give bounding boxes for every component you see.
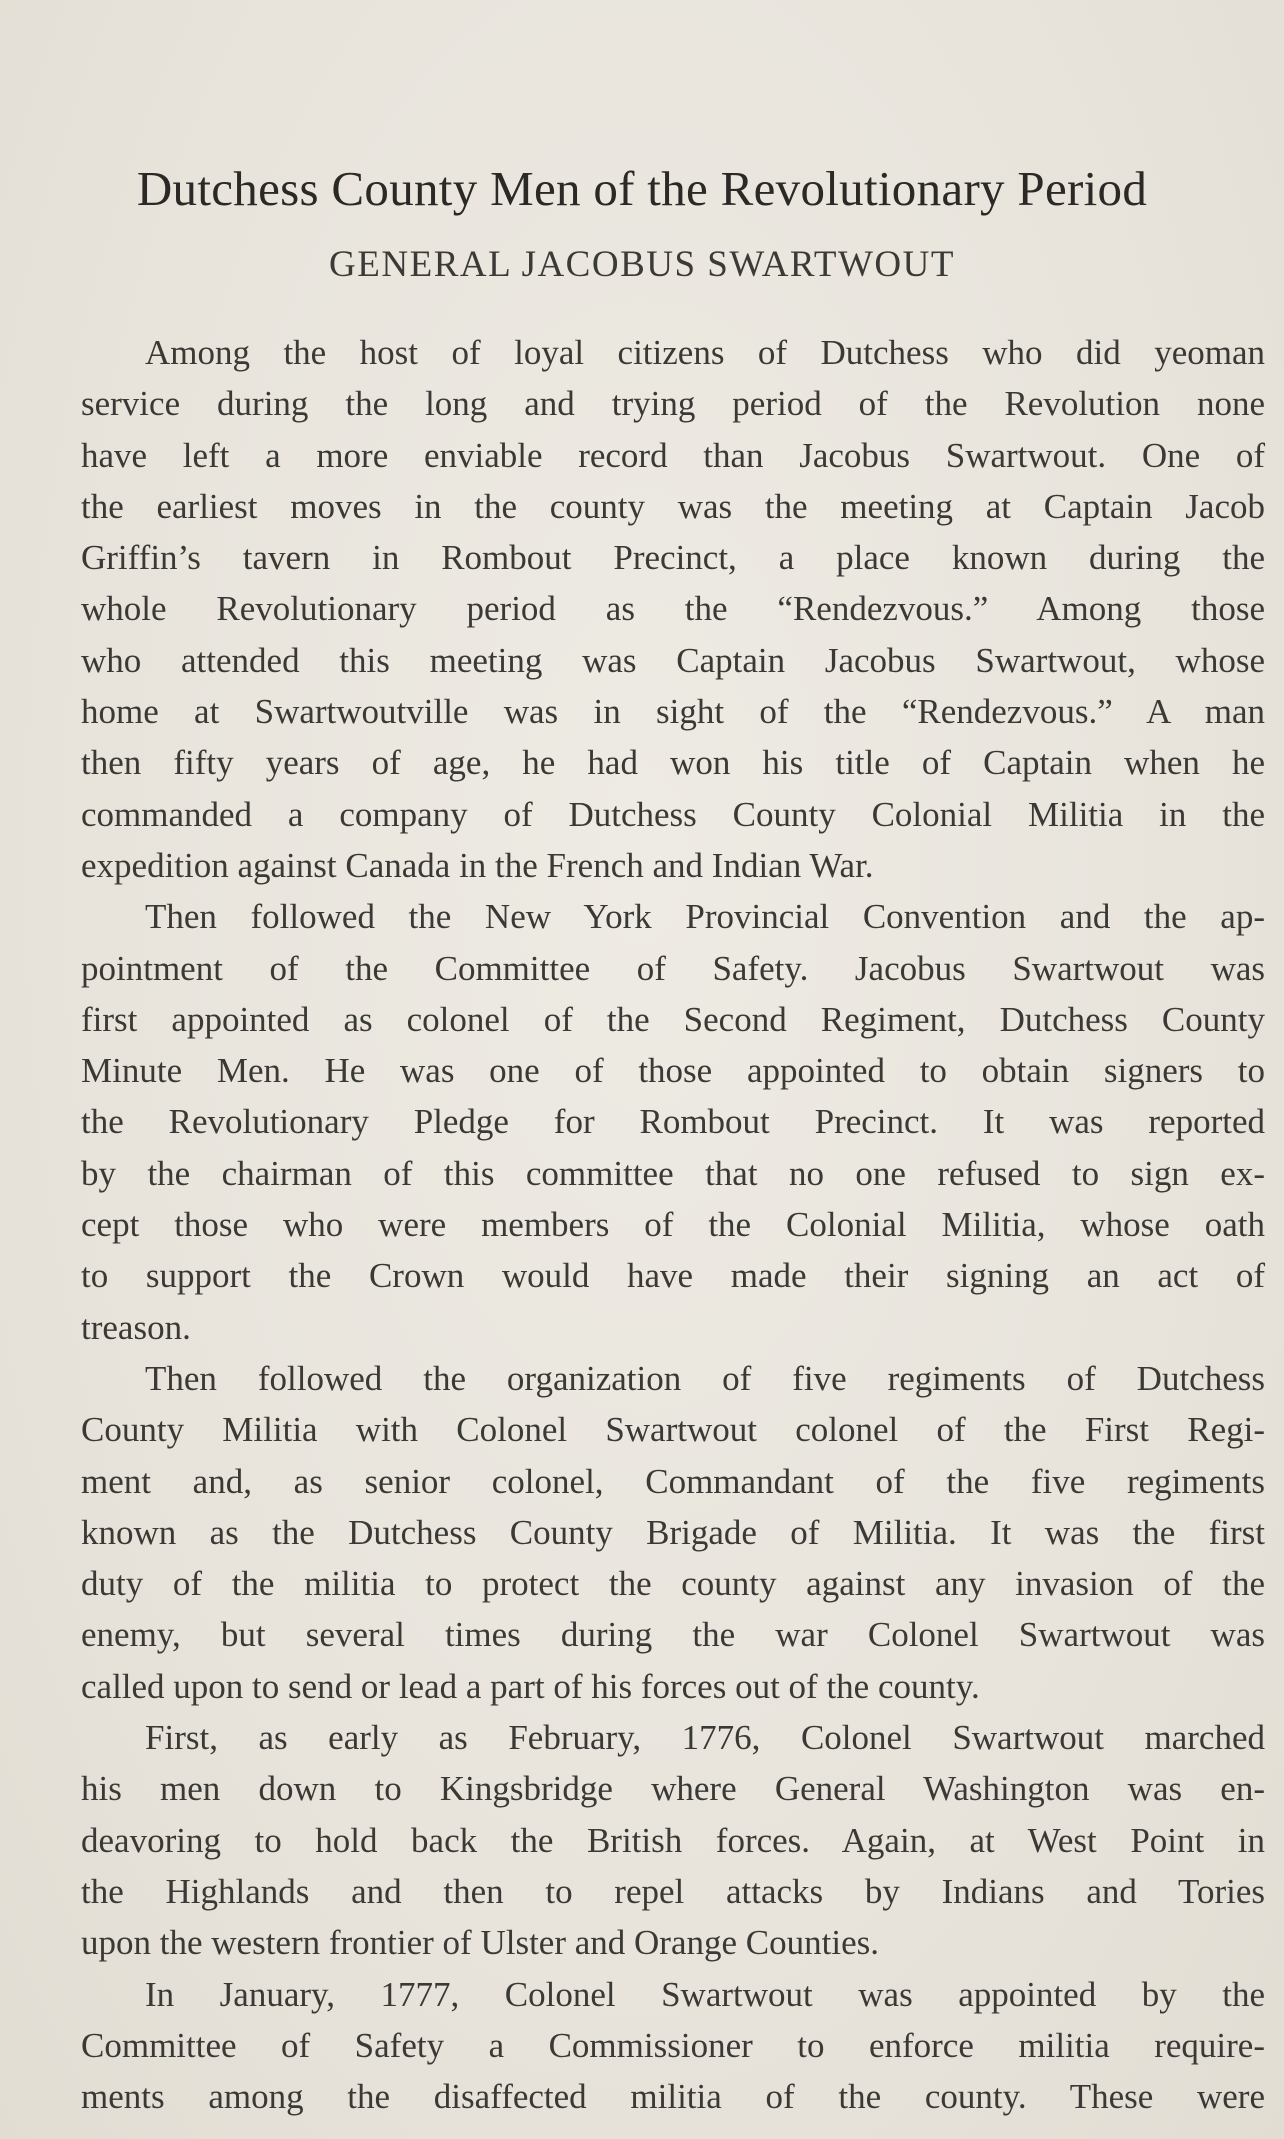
- paragraph-3: [17, 1353, 1265, 1712]
- text-line: County Militia with Colonel Swartwout colonel of the First Regi-: [81, 1410, 1265, 1450]
- text-line: then fifty years of age, he had won his title of Captain when he: [81, 743, 1265, 783]
- text-line: Committee of Safety a Commissioner to enforce militia require-: [81, 2025, 1265, 2065]
- text-line: home at Swartwoutville was in sight of the “Rendezvous.” A man: [81, 692, 1265, 732]
- text-line: expedition against Canada in the French and Indian War.: [81, 845, 874, 885]
- text-line: who attended this meeting was Captain Jacobus Swartwout, whose: [81, 640, 1265, 680]
- text-line: duty of the militia to protect the county against any invasion of the: [81, 1564, 1265, 1604]
- text-line: In January, 1777, Colonel Swartwout was appointed by the: [145, 1974, 1265, 2014]
- paragraph-5: [17, 1969, 1265, 2123]
- text-line: known as the Dutchess County Brigade of Militia. It was the first: [81, 1512, 1265, 1552]
- text-line: cept those who were members of the Colonial Militia, whose oath: [81, 1205, 1265, 1245]
- text-line: whole Revolutionary period as the “Rendezvous.” Among those: [81, 589, 1265, 629]
- text-line: commanded a company of Dutchess County Colonial Militia in the: [81, 794, 1265, 834]
- text-line: Griffin’s tavern in Rombout Precinct, a place known during the: [81, 538, 1265, 578]
- text-line: ments among the disaffected militia of the county. These were: [81, 2077, 1265, 2117]
- text-line: Then followed the organization of five regiments of Dutchess: [145, 1358, 1265, 1398]
- text-line: ment and, as senior colonel, Commandant of the five regiments: [81, 1461, 1265, 1501]
- text-line: First, as early as February, 1776, Colonel Swartwout marched: [145, 1718, 1265, 1758]
- paragraph-2: [17, 891, 1265, 1353]
- text-line: service during the long and trying period of the Revolution none: [81, 384, 1265, 424]
- text-line: by the chairman of this committee that no one refused to sign ex-: [81, 1153, 1265, 1193]
- text-line: enemy, but several times during the war Colonel Swartwout was: [81, 1615, 1265, 1655]
- paragraph-1: [17, 327, 1265, 891]
- text-line: to support the Crown would have made their signing an act of: [81, 1256, 1265, 1296]
- text-line: called upon to send or lead a part of his forces out of the county.: [81, 1666, 980, 1706]
- text-line: Minute Men. He was one of those appointed to obtain signers to: [81, 1051, 1265, 1091]
- text-line: Among the host of loyal citizens of Dutchess who did yeoman: [145, 333, 1265, 372]
- text-line: have left a more enviable record than Jacobus Swartwout. One of: [81, 435, 1265, 475]
- article-body: [17, 327, 1265, 2122]
- text-line: his men down to Kingsbridge where General Washington was en-: [81, 1769, 1265, 1809]
- text-line: deavoring to hold back the British forces. Again, at West Point in: [81, 1820, 1265, 1860]
- page-subtitle: GENERAL JACOBUS SWARTWOUT: [329, 244, 955, 285]
- text-line: first appointed as colonel of the Second Regiment, Dutchess County: [81, 999, 1265, 1039]
- text-line: pointment of the Committee of Safety. Jacobus Swartwout was: [81, 948, 1265, 988]
- page-title: Dutchess County Men of the Revolutionary Period: [136, 161, 1148, 216]
- text-line: the Revolutionary Pledge for Rombout Precinct. It was reported: [81, 1102, 1265, 1142]
- text-line: the Highlands and then to repel attacks by Indians and Tories: [81, 1871, 1265, 1911]
- text-line: Then followed the New York Provincial Convention and the ap-: [145, 897, 1265, 937]
- paragraph-4: [17, 1712, 1265, 1968]
- text-line: treason.: [81, 1307, 191, 1347]
- text-line: upon the western frontier of Ulster and Orange Counties.: [81, 1923, 879, 1963]
- text-line: the earliest moves in the county was the meeting at Captain Jacob: [81, 486, 1265, 526]
